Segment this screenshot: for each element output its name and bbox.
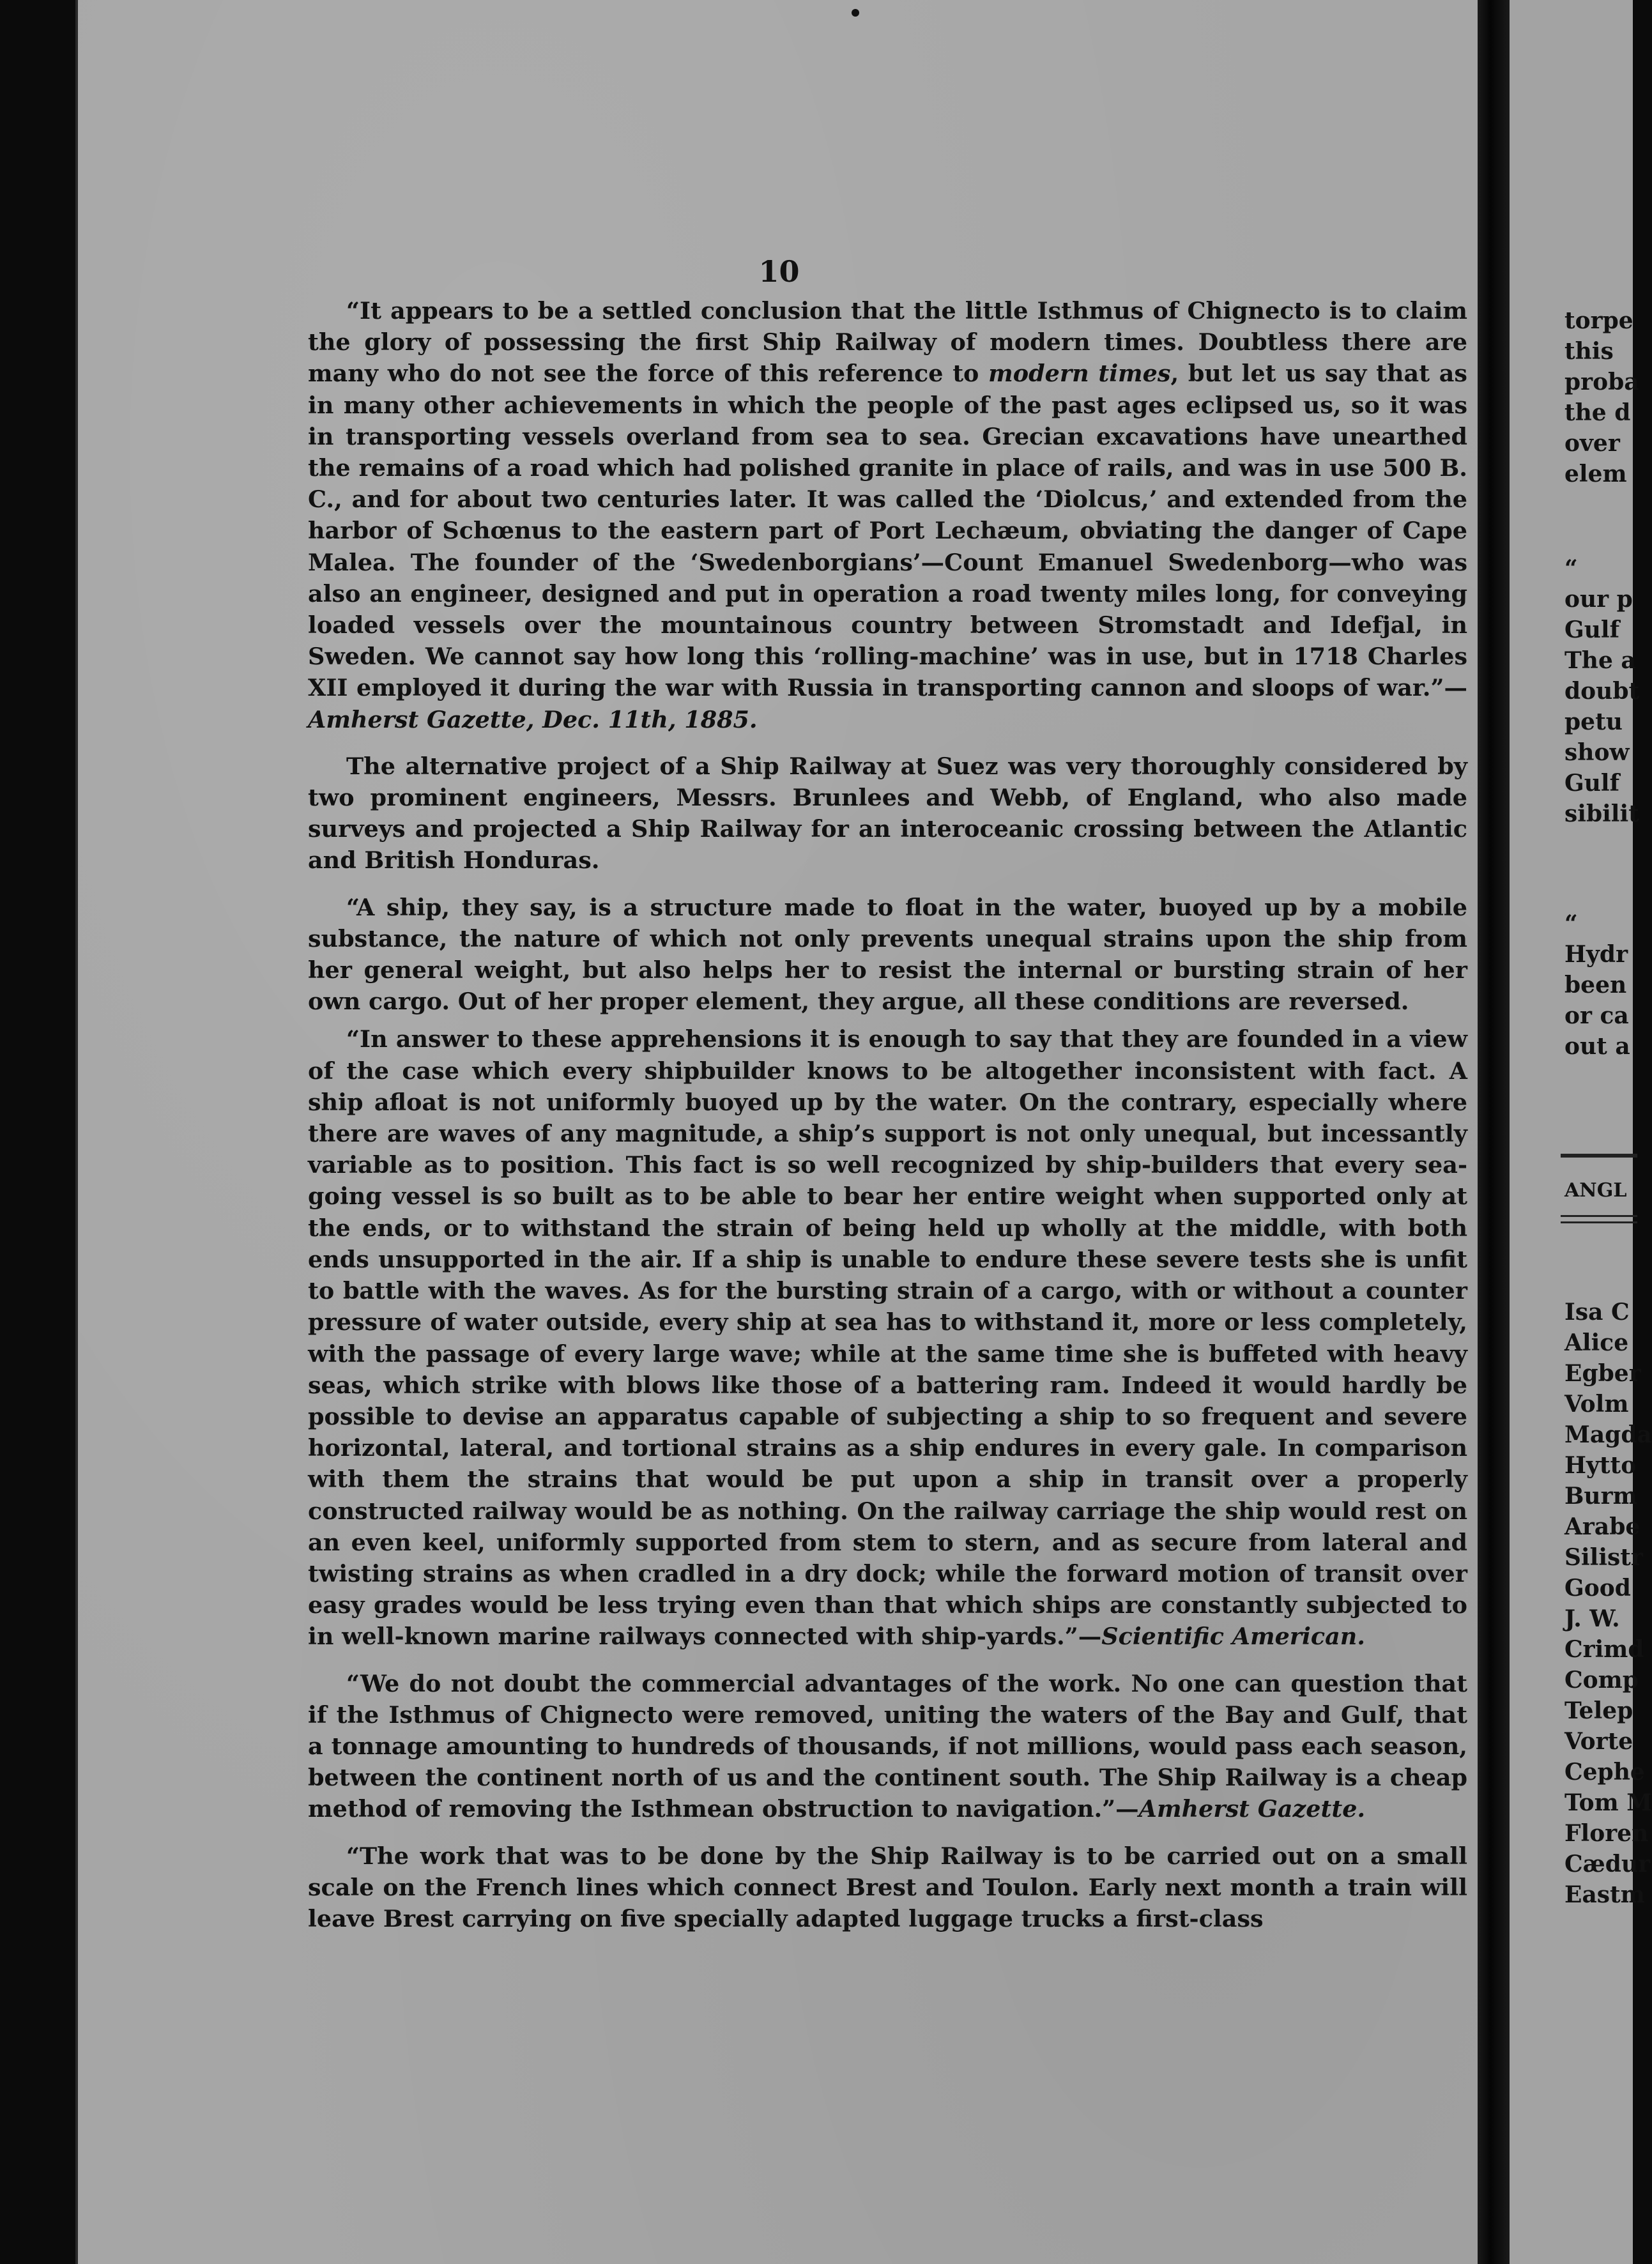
right-fragment: Gulf: [1564, 770, 1620, 797]
paragraph-text: “We do not doubt the commercial advantages of the work. No one can question that if the Isthmus of Chignecto were removed, uniting the waters of the Bay and Gulf, that a tonnage amounting to hundreds of thousands, if not millions, would pass each season, between the continent north of us and the continent south. The Ship Railway is a cheap method of removing the Isthmean obstruction to navigation.”—: [308, 1669, 1467, 1823]
right-fragment: sibilit: [1564, 800, 1639, 827]
list-item: Alice: [1564, 1329, 1629, 1356]
right-fragment: doubt: [1564, 678, 1640, 705]
binding-mark: [852, 9, 859, 17]
quote-paragraph-5: [308, 1668, 1467, 1825]
heading-rule: [1561, 1221, 1637, 1223]
heading-rule: [1561, 1215, 1637, 1217]
list-item: Magda: [1564, 1421, 1652, 1448]
page-body: [308, 295, 1467, 1934]
list-item: Telep: [1564, 1697, 1633, 1724]
list-item: Cephe: [1564, 1759, 1645, 1786]
quote-paragraph-1: [308, 295, 1467, 735]
source-citation: Scientific American.: [1101, 1623, 1366, 1651]
list-item: Crimd: [1564, 1636, 1644, 1663]
list-item: Isa C: [1564, 1299, 1630, 1326]
right-fragment: out a: [1564, 1033, 1630, 1060]
list-item: Arabe: [1564, 1513, 1641, 1540]
list-item: Comp: [1564, 1667, 1639, 1694]
list-item: Silistr: [1564, 1544, 1643, 1571]
list-item: Good: [1564, 1575, 1631, 1602]
right-fragment: Gulf: [1564, 616, 1620, 643]
heading-rule: [1561, 1154, 1637, 1158]
right-fragment: elem: [1564, 461, 1627, 487]
list-item: Burm: [1564, 1483, 1637, 1510]
emphasis-text: modern times: [988, 360, 1171, 388]
paragraph-text: “It appears to be a settled conclusion that the little Isthmus of Chignecto is to claim the glory of possessing the first Ship Railway of modern times. Doubtless there are many who do not see the force of this reference to: [308, 297, 1467, 388]
list-item: Tom M: [1564, 1789, 1652, 1816]
list-item: Vorte: [1564, 1728, 1633, 1755]
list-item: Volm: [1564, 1391, 1629, 1418]
quote-paragraph-4: [308, 1023, 1467, 1652]
list-item: Hytto: [1564, 1452, 1637, 1479]
right-fragment: torpe: [1564, 307, 1633, 334]
list-item: Egber: [1564, 1360, 1641, 1387]
book-page-right: [1510, 0, 1652, 2264]
right-fragment: “: [1564, 910, 1578, 937]
right-fragment: been: [1564, 972, 1627, 998]
right-fragment: petu: [1564, 708, 1623, 735]
book-page-left: [75, 0, 1480, 2264]
list-item: Cædur: [1564, 1851, 1651, 1878]
paragraph-2: The alternative project of a Ship Railway at Suez was very thoroughly considered by two prominent engineers, Messrs. Brunlees and Webb, of England, who also made surveys and projected a Ship Railway for an interoceanic crossing between the Atlantic and British Honduras.: [308, 752, 1467, 875]
book-gutter: [1478, 0, 1510, 2264]
right-fragment: our p: [1564, 586, 1633, 613]
quote-paragraph-6: “The work that was to be done by the Ship Railway is to be carried out on a small scale on the French lines which connect Brest and Toulon. Early next month a train will leave Brest carrying on five specially adapted luggage trucks a first-class: [308, 1842, 1467, 1932]
paragraph-text: “In answer to these apprehensions it is enough to say that they are founded in a view of the case which every shipbuilder knows to be altogether inconsistent with fact. A ship afloat is not uniformly buoyed up by the water. On the contrary, especially where there are waves of any magnitude, a ship’s support is not only unequal, but incessantly variable as to position. This fact is so well recognized by ship-builders that every sea-going vessel is so built as to be able to bear her entire weight when supported only at the ends, or to withstand the strain of being held up wholly at the middle, with both ends unsupported in the air. If a ship is unable to endure these severe tests she is unfit to battle with the waves. As for the bursting strain of a cargo, with or without a counter pressure of water outside, every ship at sea has to withstand it, more or less completely, with the passage of every large wave; while at the same time she is buffeted with heavy seas, which strike with blows like those of a battering ram. Indeed it would hardly be possible to devise an apparatus capable of subjecting a ship to so frequent and severe horizontal, lateral, and tortional strains as a ship endures in every gale. In comparison with them the strains that would be put upon a ship in transit over a properly constructed railway would be as nothing. On the railway carriage the ship would rest on an even keel, uniformly supported from stem to stern, and as secure from lateral and twisting strains as when cradled in a dry dock; while the forward motion of transit over easy grades would be less trying even than that which ships are constantly subjected to in well-known marine railways connected with ship-yards.”—: [308, 1025, 1467, 1651]
list-item: J. W.: [1564, 1605, 1620, 1632]
paragraph-text: , but let us say that as in many other achievements in which the people of the past ages eclipsed us, so it was in transporting vessels overland from sea to sea. Grecian excavations have unearthed the remains of a road which had polished granite in place of rails, and was in use 500 B. C., and for about two centuries later. It was called the ‘Diolcus,’ and extended from the harbor of Schœnus to the eastern part of Port Lechæum, obviating the danger of Cape Malea. The founder of the ‘Swedenborgians’—Count Emanuel Swedenborg—who was also an engineer, designed and put in operation a road twenty miles long, for conveying loaded vessels over the mountainous country between Stromstadt and Idefjal, in Sweden. We cannot say how long this ‘rolling-machine’ was in use, but in 1718 Charles XII employed it during the war with Russia in transporting cannon and sloops of war.”—: [308, 360, 1467, 702]
list-item: Floren: [1564, 1820, 1649, 1847]
section-heading: ANGL: [1564, 1179, 1627, 1202]
right-fragment: over: [1564, 430, 1620, 457]
right-fragment: proba: [1564, 369, 1639, 395]
page-number: 10: [758, 254, 800, 289]
list-item: Eastm: [1564, 1881, 1645, 1908]
right-fragment: “: [1564, 555, 1578, 582]
right-fragment: Hydr: [1564, 941, 1628, 968]
right-fragment: this: [1564, 338, 1614, 365]
right-fragment: The a: [1564, 647, 1636, 674]
right-fragment: the d: [1564, 399, 1631, 426]
right-fragment: show: [1564, 739, 1630, 766]
quote-paragraph-3: “A ship, they say, is a structure made to float in the water, buoyed up by a mobile substance, the nature of which not only prevents unequal strains upon the ship from her general weight, but also helps her to resist the internal or bursting strain of her own cargo. Out of her proper element, they argue, all these conditions are reversed.: [308, 893, 1467, 1016]
source-citation: Amherst Gazette, Dec. 11th, 1885.: [308, 705, 758, 733]
right-fragment: or ca: [1564, 1002, 1629, 1029]
source-citation: Amherst Gazette.: [1138, 1795, 1366, 1823]
